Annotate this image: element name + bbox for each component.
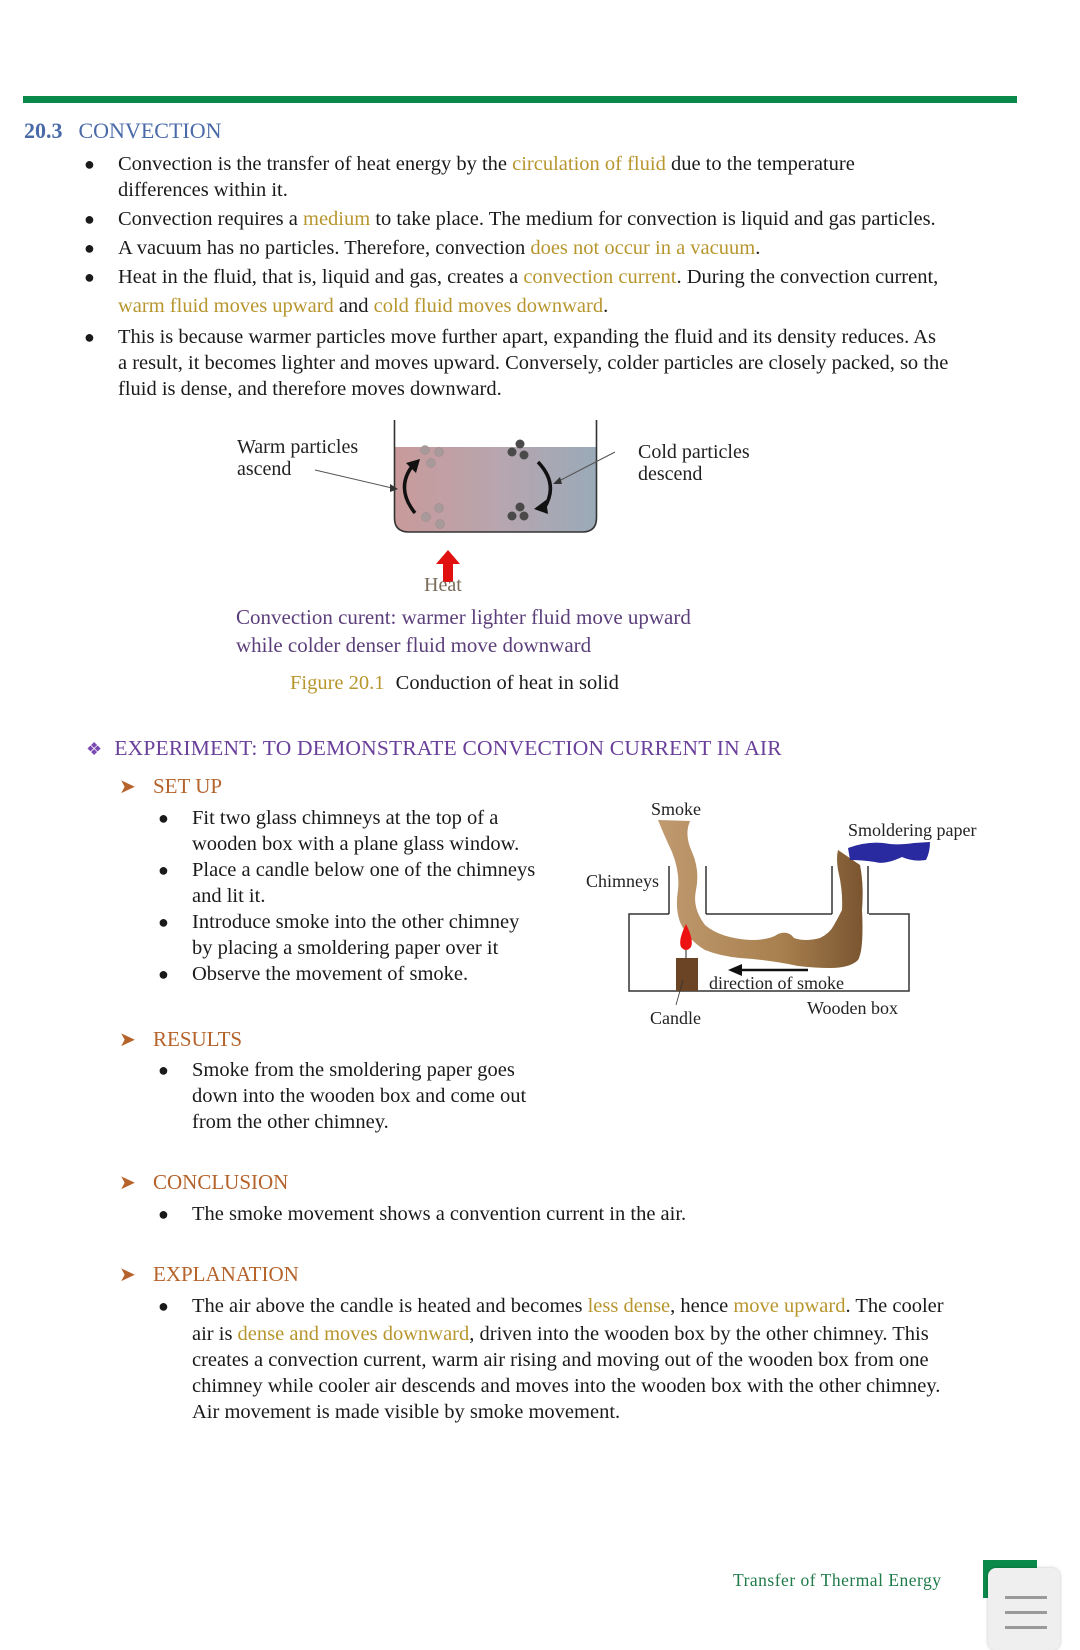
warm-particles-label bbox=[237, 436, 358, 480]
arrow-bullet-icon: ➤ bbox=[119, 1264, 136, 1286]
text: Convection is the transfer of heat energy by the bbox=[118, 153, 513, 175]
text: due to the temperature bbox=[665, 153, 855, 175]
line: Introduce smoke into the other chimney bbox=[192, 911, 520, 933]
conclusion-text: The smoke movement shows a convention current in the air. bbox=[192, 1203, 687, 1225]
text: The air above the candle is heated and becomes bbox=[192, 1295, 588, 1317]
line: Fit two glass chimneys at the top of a bbox=[192, 807, 499, 829]
text: Heat in the fluid, that is, liquid and gas, creates a bbox=[118, 266, 524, 288]
highlight: convection current bbox=[523, 266, 677, 288]
figure-title: Conduction of heat in solid bbox=[395, 672, 619, 694]
heat-label: Heat bbox=[424, 574, 462, 596]
chapter-footer: Transfer of Thermal Energy bbox=[733, 1570, 942, 1590]
cold-label-line-1: Cold particles bbox=[638, 441, 750, 463]
bullet-dot: ● bbox=[158, 1296, 169, 1316]
line: Observe the movement of smoke. bbox=[192, 963, 469, 985]
text: . During the convection current, bbox=[676, 266, 939, 288]
text: air is bbox=[192, 1323, 238, 1345]
bullet-3 bbox=[84, 235, 1038, 261]
text: to take place. The medium for convection is liquid and gas particles. bbox=[370, 208, 936, 230]
results-heading bbox=[119, 1027, 243, 1052]
bullet-4-line-1 bbox=[118, 264, 1058, 290]
warm-label-line-1: Warm particles bbox=[237, 436, 359, 458]
chimneys-label: Chimneys bbox=[586, 871, 660, 891]
bullet-2 bbox=[84, 206, 1058, 232]
line: down into the wooden box and come out bbox=[192, 1085, 527, 1107]
bullet-5 bbox=[84, 324, 1058, 402]
figure-caption bbox=[290, 672, 619, 695]
arrow-bullet-icon: ➤ bbox=[119, 1029, 136, 1051]
results-item bbox=[158, 1057, 592, 1135]
text: . bbox=[603, 295, 609, 317]
setup-item-2 bbox=[158, 857, 572, 909]
setup-list bbox=[158, 805, 572, 987]
bullet-4-line-2 bbox=[118, 293, 1058, 319]
smoldering-paper-label: Smoldering paper bbox=[848, 820, 977, 840]
section-heading bbox=[24, 118, 222, 144]
line: Place a candle below one of the chimneys bbox=[192, 859, 536, 881]
top-rule bbox=[23, 96, 1017, 103]
text: and bbox=[333, 295, 374, 317]
bullet-dot: ● bbox=[158, 1060, 169, 1080]
highlight: dense and moves downward bbox=[237, 1323, 470, 1345]
explanation-line-4: chimney while cooler air descends and moves into the wooden box with the other chimney. bbox=[192, 1375, 941, 1397]
results-title: RESULTS bbox=[153, 1027, 243, 1051]
section-title: CONVECTION bbox=[78, 118, 222, 143]
highlight: medium bbox=[303, 208, 371, 230]
hamburger-menu-icon-bar bbox=[1005, 1626, 1047, 1629]
section-number: 20.3 bbox=[24, 118, 63, 143]
candle-label: Candle bbox=[650, 1008, 701, 1028]
highlight: circulation of fluid bbox=[512, 153, 666, 175]
setup-item-4 bbox=[158, 961, 572, 987]
bullet-dot: ● bbox=[158, 860, 169, 880]
bullet-5-line-2: a result, it becomes lighter and moves upward. Conversely, colder particles are closely packed, so the bbox=[118, 352, 949, 374]
explanation-line-2 bbox=[192, 1321, 1052, 1347]
experiment-heading bbox=[86, 736, 782, 761]
text: A vacuum has no particles. Therefore, convection bbox=[118, 237, 531, 259]
highlight: does not occur in a vacuum bbox=[530, 237, 756, 259]
bullet-dot: ● bbox=[84, 327, 95, 347]
bullet-dot: ● bbox=[84, 209, 95, 229]
highlight: warm fluid moves upward bbox=[118, 295, 334, 317]
bullet-4 bbox=[84, 264, 1058, 319]
explanation-heading bbox=[119, 1262, 299, 1287]
figure-number: Figure 20.1 bbox=[290, 672, 385, 694]
explanation-line-1 bbox=[192, 1293, 1052, 1319]
highlight: move upward bbox=[733, 1295, 846, 1317]
arrow-bullet-icon: ➤ bbox=[119, 776, 136, 798]
arrow-bullet-icon: ➤ bbox=[119, 1172, 136, 1194]
cold-label-line-2: descend bbox=[638, 463, 703, 485]
bullet-1 bbox=[84, 151, 1038, 203]
bullet-dot: ● bbox=[158, 808, 169, 828]
caption-line-1: Convection curent: warmer lighter fluid move upward bbox=[236, 605, 691, 629]
text: , driven into the wooden box by the other chimney. This bbox=[469, 1323, 929, 1345]
smoldering-paper bbox=[848, 842, 930, 863]
explanation-line-5: Air movement is made visible by smoke movement. bbox=[192, 1401, 621, 1423]
candle bbox=[676, 958, 698, 991]
bullet-dot: ● bbox=[84, 238, 95, 258]
bullet-dot: ● bbox=[84, 267, 95, 287]
menu-button[interactable] bbox=[988, 1568, 1060, 1650]
cold-particles-label bbox=[638, 441, 750, 485]
line: from the other chimney. bbox=[192, 1111, 389, 1133]
wooden-box-label: Wooden box bbox=[807, 998, 899, 1018]
setup-title: SET UP bbox=[153, 774, 223, 798]
direction-of-smoke-label: direction of smoke bbox=[709, 973, 844, 993]
bullet-5-line-1: This is because warmer particles move further apart, expanding the fluid and its density reduces. As bbox=[118, 326, 937, 348]
text: . The cooler bbox=[845, 1295, 944, 1317]
bullet-dot: ● bbox=[84, 154, 95, 174]
conclusion-title: CONCLUSION bbox=[153, 1170, 289, 1194]
highlight: less dense bbox=[587, 1295, 671, 1317]
conclusion-item bbox=[158, 1201, 992, 1227]
line: wooden box with a plane glass window. bbox=[192, 833, 520, 855]
explanation-title: EXPLANATION bbox=[153, 1262, 299, 1286]
hamburger-menu-icon-bar bbox=[1005, 1611, 1047, 1614]
explanation-line-3: creates a convection current, warm air rising and moving out of the wooden box from one bbox=[192, 1349, 929, 1371]
hamburger-menu-icon bbox=[1005, 1596, 1047, 1599]
diamond-bullet-icon: ❖ bbox=[86, 739, 103, 759]
warm-label-line-2: ascend bbox=[237, 458, 292, 480]
highlight: cold fluid moves downward bbox=[373, 295, 604, 317]
bullet-1-line-1 bbox=[118, 151, 1038, 177]
bullet-1-line-2: differences within it. bbox=[118, 179, 288, 201]
figure-caption-note bbox=[236, 603, 691, 659]
bullet-5-line-3: fluid is dense, and therefore moves downward. bbox=[118, 378, 502, 400]
setup-heading bbox=[119, 774, 223, 799]
text: . bbox=[755, 237, 761, 259]
bullet-dot: ● bbox=[158, 1204, 169, 1224]
line: Smoke from the smoldering paper goes bbox=[192, 1059, 515, 1081]
explanation-item bbox=[158, 1293, 1052, 1425]
text: Convection requires a bbox=[118, 208, 304, 230]
caption-line-2: while colder denser fluid move downward bbox=[236, 633, 592, 657]
bullet-dot: ● bbox=[158, 964, 169, 984]
setup-item-3 bbox=[158, 909, 572, 961]
conclusion-heading bbox=[119, 1170, 289, 1195]
text: , hence bbox=[670, 1295, 734, 1317]
smoke-label: Smoke bbox=[651, 799, 702, 819]
setup-item-1 bbox=[158, 805, 572, 857]
bullet-dot: ● bbox=[158, 912, 169, 932]
line: and lit it. bbox=[192, 885, 266, 907]
experiment-title: EXPERIMENT: TO DEMONSTRATE CONVECTION CURRENT IN AIR bbox=[114, 736, 782, 760]
line: by placing a smoldering paper over it bbox=[192, 937, 499, 959]
